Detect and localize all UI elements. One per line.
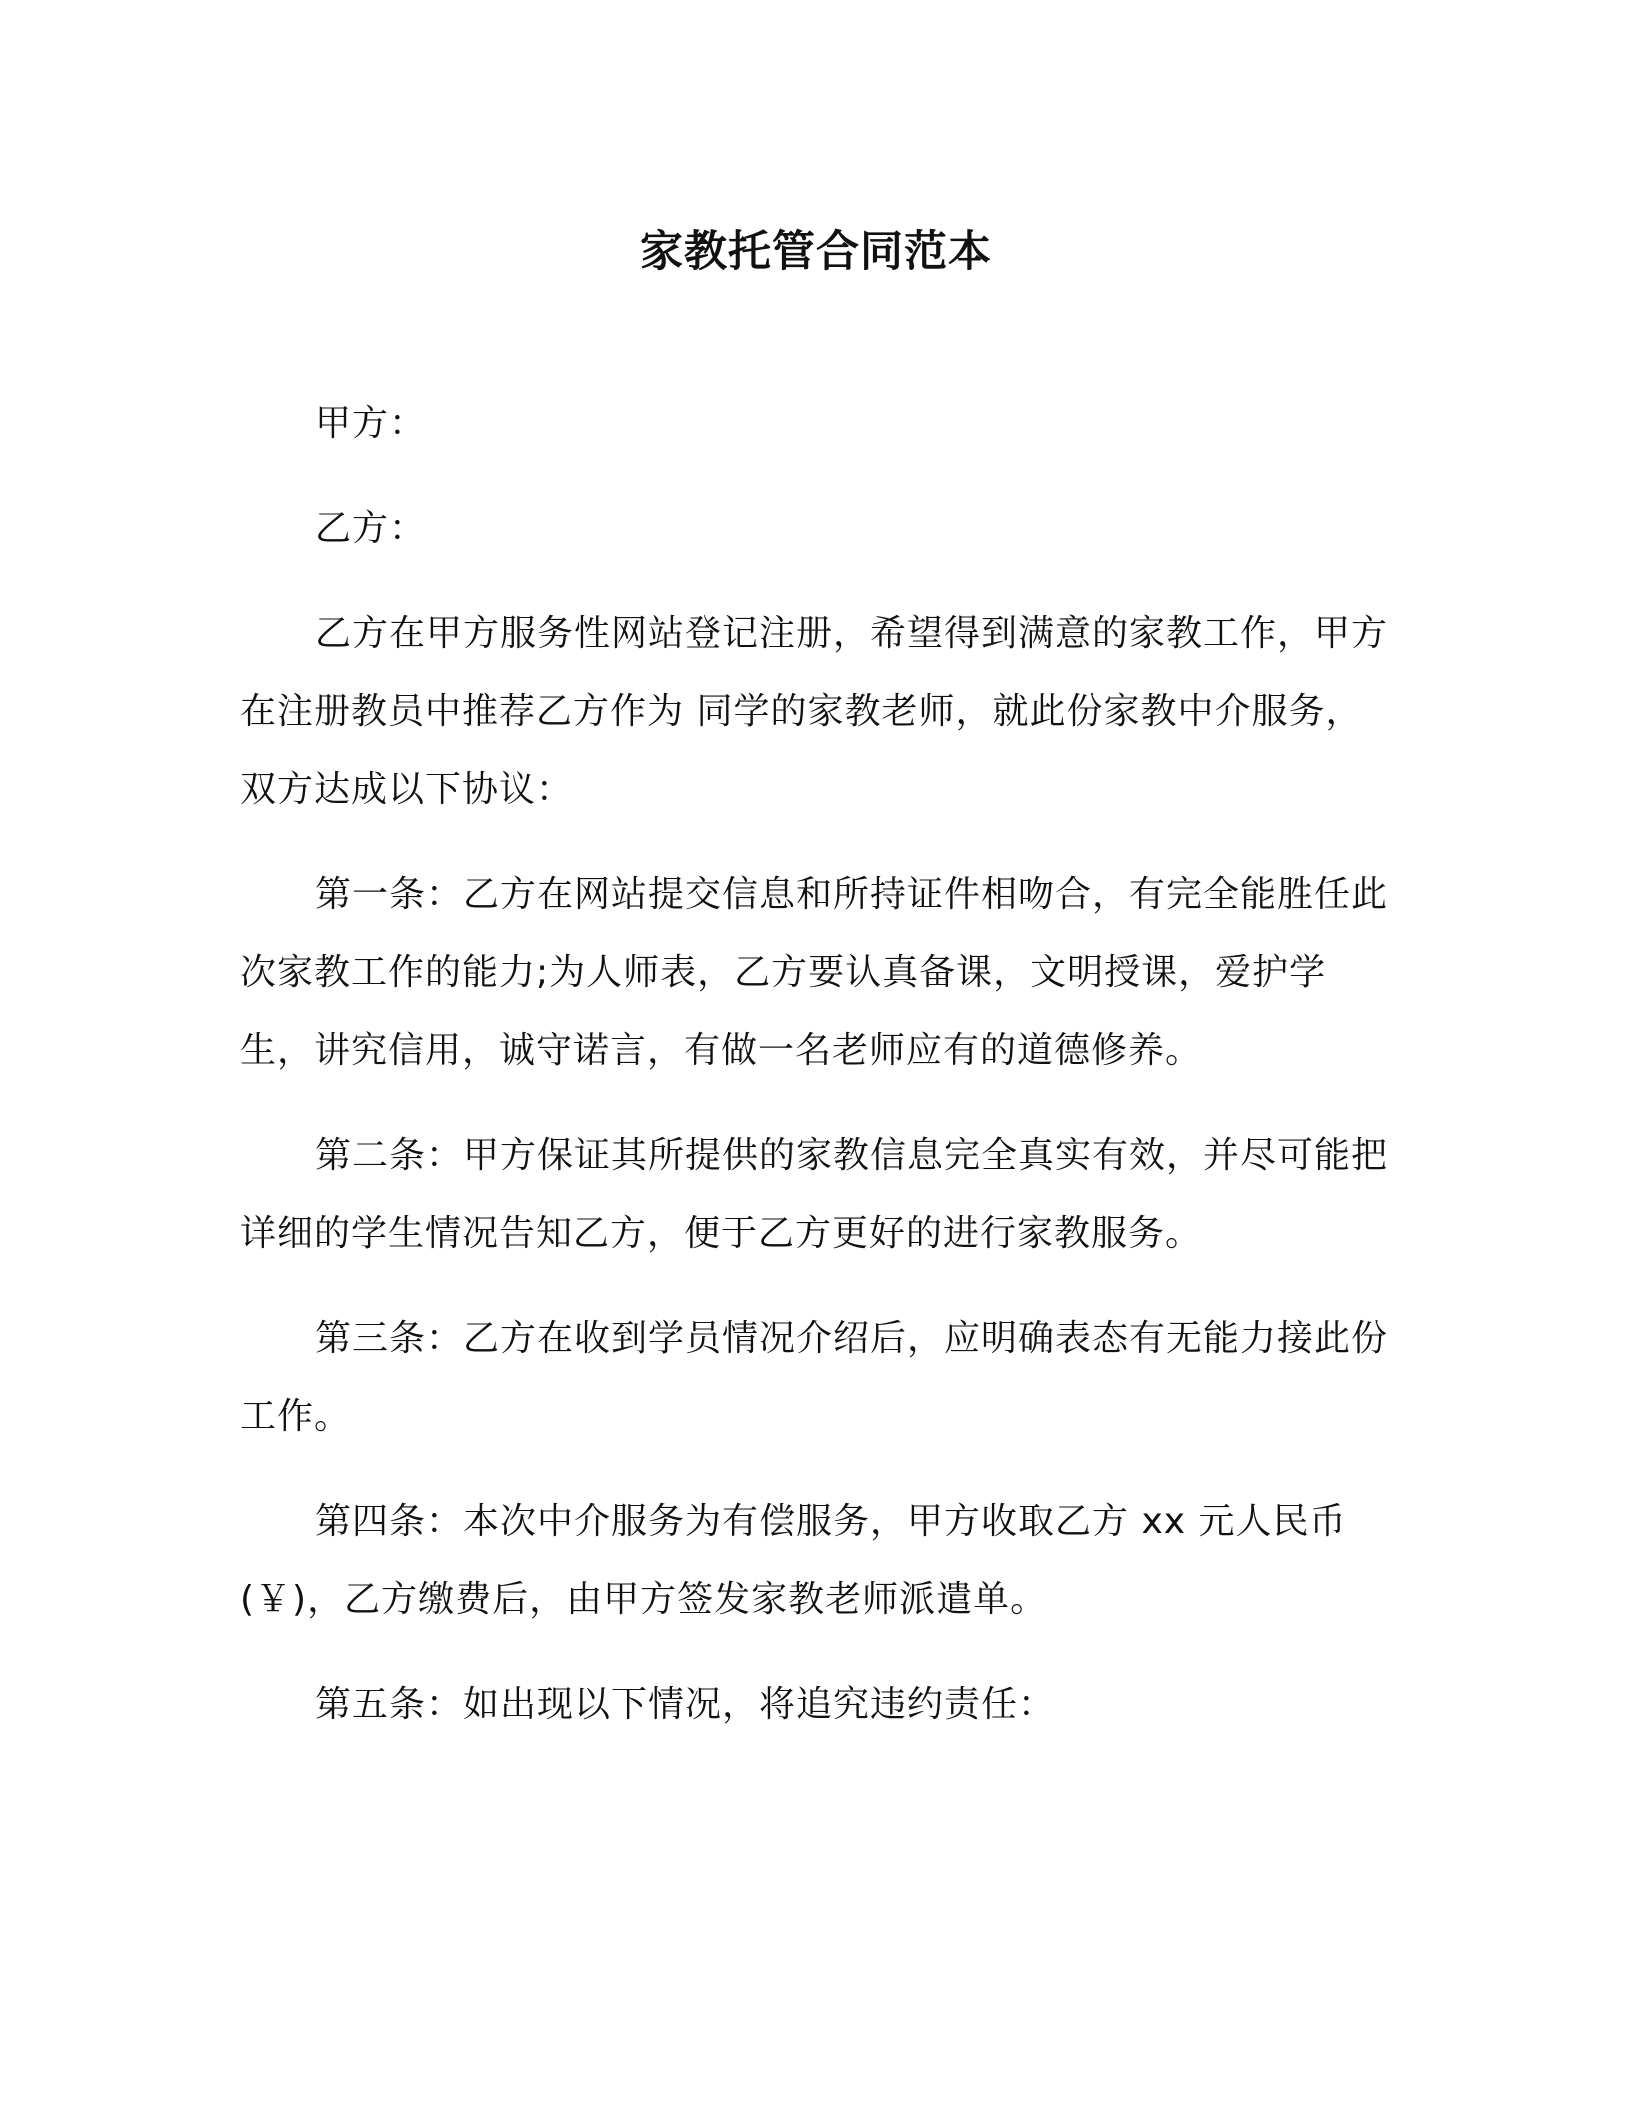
preamble-paragraph: 乙方在甲方服务性网站登记注册，希望得到满意的家教工作，甲方在注册教员中推荐乙方作为 同学的家教老师，就此份家教中介服务，双方达成以下协议：	[240, 613, 1389, 810]
document-body	[240, 385, 1390, 1771]
article-1-paragraph: 第一条：乙方在网站提交信息和所持证件相吻合，有完全能胜任此次家教工作的能力;为人师表，乙方要认真备课，文明授课，爱护学生，讲究信用，诚守诺言，有做一名老师应有的道德修养。	[240, 874, 1389, 1071]
party-a-line: 甲方：	[315, 403, 427, 444]
party-b-line: 乙方：	[315, 508, 427, 549]
document-title: 家教托管合同范本	[640, 227, 992, 277]
article-5-paragraph: 第五条：如出现以下情况，将追究违约责任：	[315, 1684, 1056, 1725]
article-4-paragraph: 第四条：本次中介服务为有偿服务，甲方收取乙方 xx 元人民币(￥)，乙方缴费后，由甲方签发家教老师派遣单。	[240, 1501, 1347, 1620]
article-3-paragraph: 第三条：乙方在收到学员情况介绍后，应明确表态有无能力接此份工作。	[240, 1318, 1389, 1437]
article-2-paragraph: 第二条：甲方保证其所提供的家教信息完全真实有效，并尽可能把详细的学生情况告知乙方，便于乙方更好的进行家教服务。	[240, 1135, 1389, 1254]
